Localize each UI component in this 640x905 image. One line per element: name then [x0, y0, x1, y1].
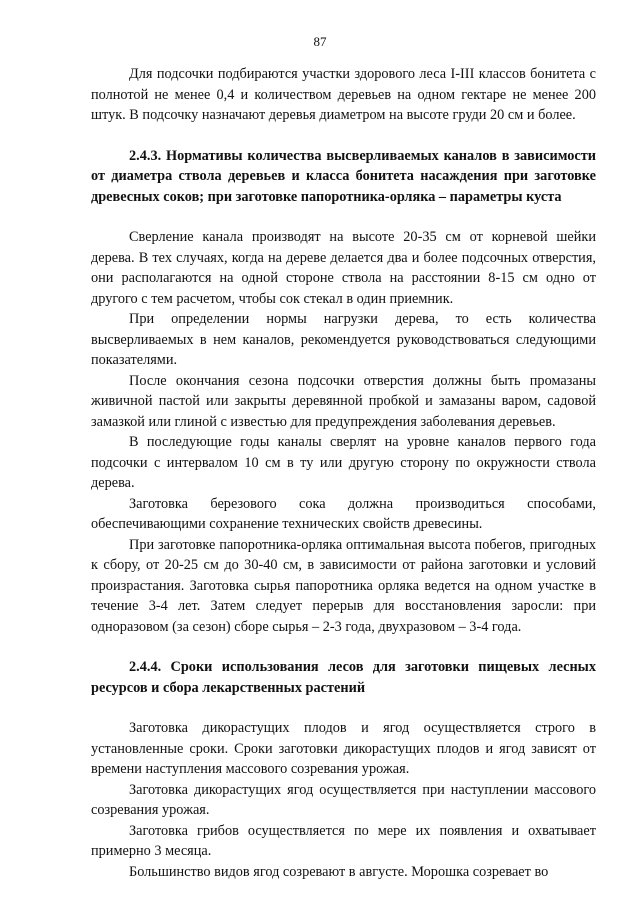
document-body — [91, 64, 596, 882]
paragraph-season-end: После окончания сезона подсочки отверстия должны быть промазаны живичной пастой или закрыты деревянной пробкой и замазаны варом, садовой замазкой или глиной с известью для предупреждения заболевания деревьев. — [91, 372, 596, 430]
paragraph-tapping-plots: Для подсочки подбираются участки здорового леса I-III классов бонитета с полнотой не менее 0,4 и количеством деревьев на одном гектаре не менее 200 штук. В подсочку назначают деревья диаметром на высоте груди 20 см и более. — [91, 66, 596, 123]
paragraph-wild-berries: Заготовка дикорастущих ягод осуществляется при наступлении массового созревания урожая. — [91, 781, 596, 818]
paragraph-drilling-height: Сверление канала производят на высоте 20-35 см от корневой шейки дерева. В тех случаях, когда на дереве делается два и более подсочных отверстия, они располагаются на одной стороне ствола на расстоянии 8-15 см одно от другого с тем расчетом, чтобы сок стекал в один приемник. — [91, 229, 596, 307]
heading-section-2-4-3: 2.4.3. Нормативы количества высверливаемых каналов в зависимости от диаметра ствола деревьев и класса бонитета насаждения при заготовке древесных соков; при заготовке папоротника-орляка – параметры куста — [91, 147, 596, 205]
heading-section-2-4-4: 2.4.4. Сроки использования лесов для заготовки пищевых лесных ресурсов и сбора лекарственных растений — [91, 659, 596, 696]
paragraph-mushrooms: Заготовка грибов осуществляется по мере их появления и охватывает примерно 3 месяца. — [91, 822, 596, 859]
paragraph-birch-sap: Заготовка березового сока должна производиться способами, обеспечивающими сохранение технических свойств древесины. — [91, 495, 596, 532]
paragraph-load-norm: При определении нормы нагрузки дерева, то есть количества высверливаемых в нем каналов, рекомендуется руководствоваться следующими показателями. — [91, 311, 596, 368]
page-number: 87 — [313, 34, 327, 49]
paragraph-bracken-fern: При заготовке папоротника-орляка оптимальная высота побегов, пригодных к сбору, от 20-25 см до 30-40 см, в зависимости от района заготовки и условий произрастания. Заготовка сырья папоротника орляка ведется на одном участке в течение 3-4 лет. Затем следует перерыв для восстановления заросли: при одноразовом (за сезон) сборе сырья – 2-3 года, двухразовом – 3-4 года. — [91, 536, 596, 635]
paragraph-following-years: В последующие годы каналы сверлят на уровне каналов первого года подсочки с интервалом 10 см в ту или другую сторону по окружности ствола дерева. — [91, 434, 596, 491]
paragraph-fruit-berry-terms: Заготовка дикорастущих плодов и ягод осуществляется строго в установленные сроки. Сроки заготовки дикорастущих плодов и ягод зависят от времени наступления массового созревания урожая. — [91, 720, 596, 777]
paragraph-berries-august: Большинство видов ягод созревают в августе. Морошка созревает во — [129, 863, 549, 880]
